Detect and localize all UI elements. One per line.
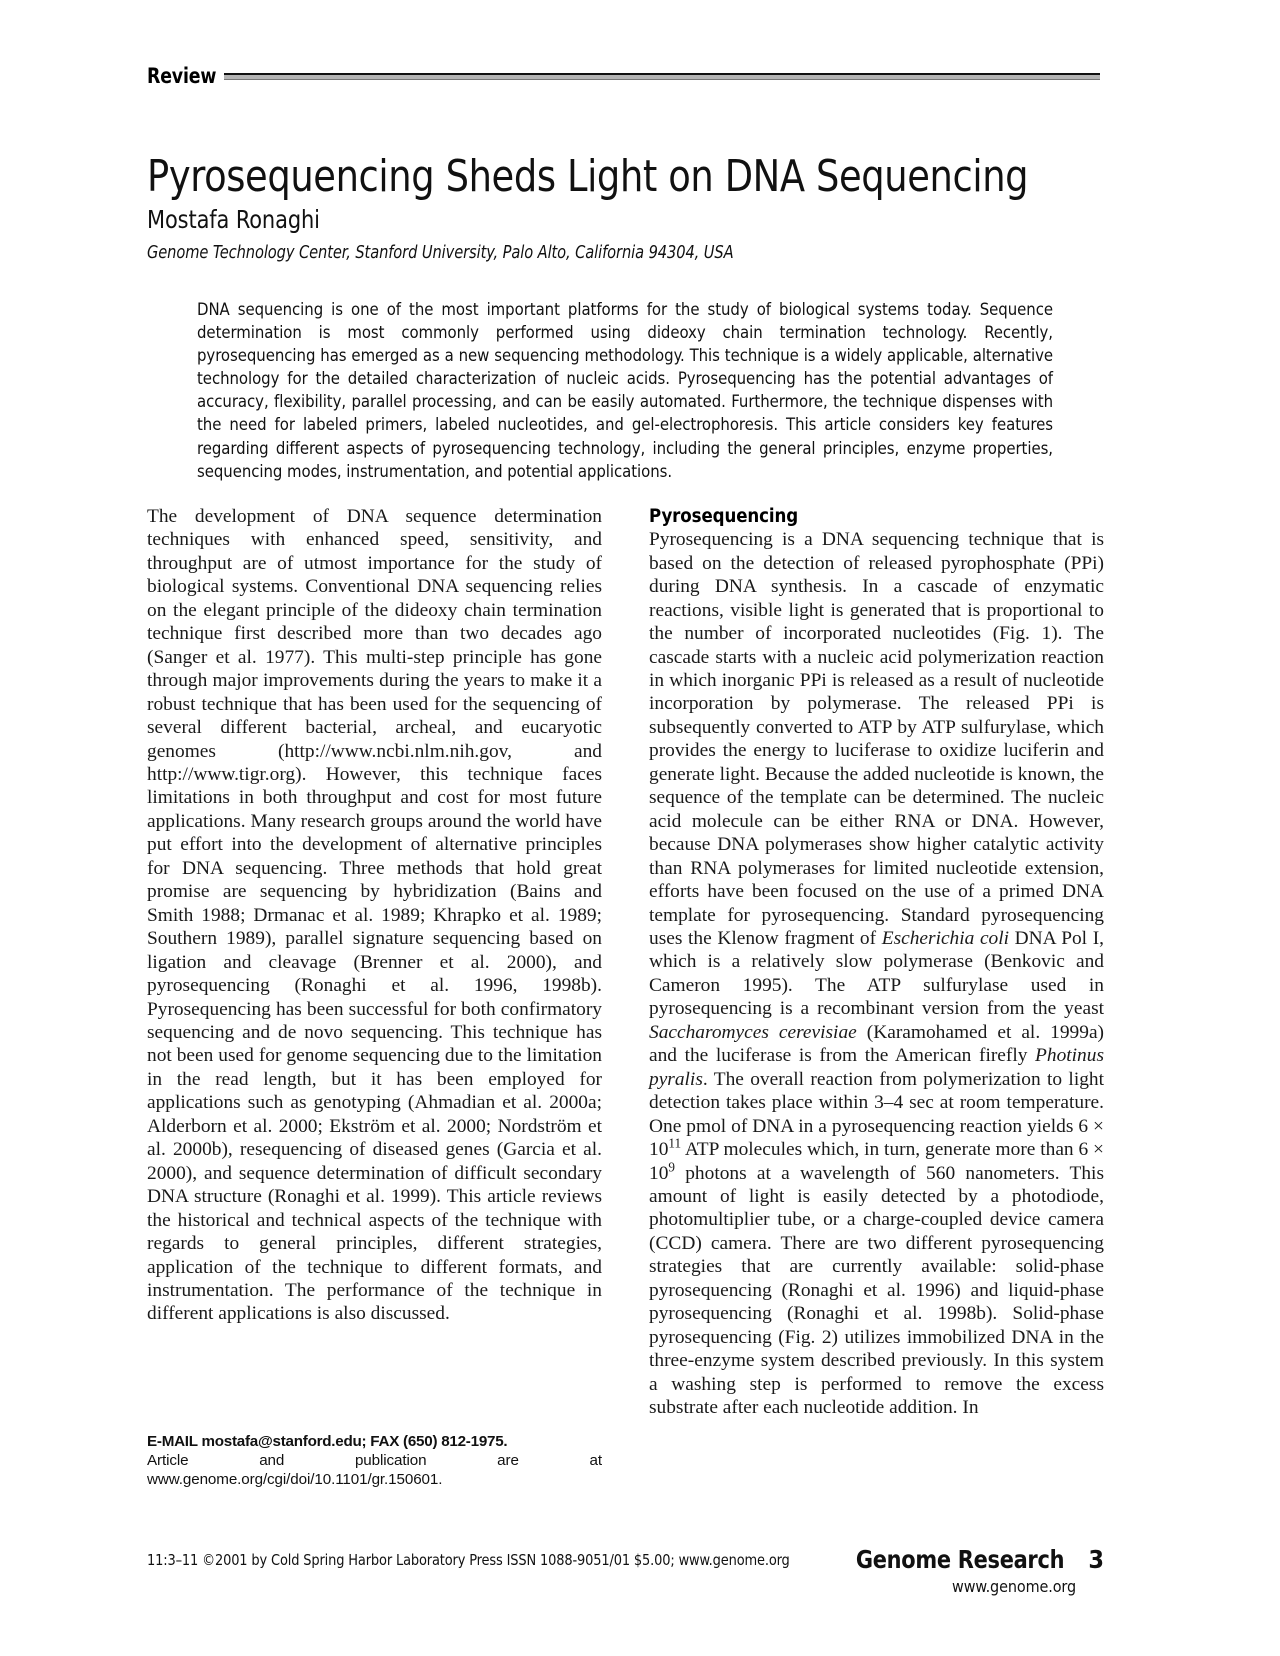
running-head — [147, 66, 1100, 89]
footer-page-number: 3 — [1088, 1545, 1104, 1574]
article-abstract: DNA sequencing is one of the most important platforms for the study of biological systems today. Sequence determination is most commonly performed using dideoxy chain termination technology. Recently, pyrosequencing has emerged as a new sequencing methodology. This technique is a widely applicable, alternative technology for the detailed characterization of nucleic acids. Pyrosequencing has the potential advantages of accuracy, flexibility, parallel processing, and can be easily automated. Furthermore, the technique dispenses with the need for labeled primers, labeled nucleotides, and gel-electrophoresis. This article considers key features regarding different aspects of pyrosequencing technology, including the general principles, enzyme properties, sequencing modes, instrumentation, and potential applications. — [197, 300, 1053, 481]
superscript-exponent: 11 — [668, 1135, 682, 1151]
author-affiliation: Genome Technology Center, Stanford University, Palo Alto, California 94304, USA — [147, 243, 734, 263]
left-column — [147, 505, 602, 1326]
article-title: Pyrosequencing Sheds Light on DNA Sequencing — [147, 151, 1029, 203]
text-run: photons at a wavelength of 560 nanometers. This amount of light is easily detected by a photodiode, photomultiplier tube, or a charge-coupled device camera (CCD) camera. There are two different pyrosequencing strategies that are currently available: solid-phase pyrosequencing (Ronaghi et al. 1996) and liquid-phase pyrosequencing (Ronaghi et al. 1998b). Solid-phase pyrosequencing (Fig. 2) utilizes immobilized DNA in the three-enzyme system described previously. In this system a washing step is performed to remove the excess substrate after each nucleotide addition. In — [649, 1162, 1104, 1419]
italic-species-photinus-pyralis: Photinus pyralis — [649, 1045, 1104, 1090]
right-column-paragraph — [649, 528, 1104, 1419]
left-column-paragraph: The development of DNA sequence determination techniques with enhanced speed, sensitivity, and throughput are of utmost importance for the study of biological systems. Conventional DNA sequencing relies on the elegant principle of the dideoxy chain termination technique first described more than two decades ago (Sanger et al. 1977). This multi-step principle has gone through major improvements during the years to make it a robust technique that has been used for the sequencing of several different bacterial, archeal, and eucaryotic genomes (http://www.ncbi.nlm.nih.gov, and http://www.tigr.org). However, this technique faces limitations in both throughput and cost for most future applications. Many research groups around the world have put effort into the development of alternative principles for DNA sequencing. Three methods that hold great promise are sequencing by hybridization (Bains and Smith 1988; Drmanac et al. 1989; Khrapko et al. 1989; Southern 1989), parallel signature sequencing based on ligation and cleavage (Brenner et al. 2000), and pyrosequencing (Ronaghi et al. 1996, 1998b). Pyrosequencing has been successful for both confirmatory sequencing and de novo sequencing. This technique has not been used for genome sequencing due to the limitation in the read length, but it has been employed for applications such as genotyping (Ahmadian et al. 2000a; Alderborn et al. 2000; Ekström et al. 2000; Nordström et al. 2000b), resequencing of diseased genes (Garcia et al. 2000), and sequence determination of difficult secondary DNA structure (Ronaghi et al. 1999). This article reviews the historical and technical aspects of the technique with regards to general principles, different strategies, application of the technique to different formats, and instrumentation. The performance of the technique in different applications is also discussed. — [147, 506, 602, 1325]
footer-copyright: 11:3–11 ©2001 by Cold Spring Harbor Laboratory Press ISSN 1088-9051/01 $5.00; www.genome.org — [147, 1551, 790, 1569]
footer-journal-line — [848, 1545, 1104, 1574]
footer-journal-block — [848, 1545, 1104, 1596]
section-heading-pyrosequencing: Pyrosequencing — [649, 506, 799, 527]
footnote-block — [147, 1432, 602, 1490]
text-run: DNA Pol I, which is a relatively slow polymerase (Benkovic and Cameron 1995). The ATP sulfurylase used in pyrosequencing is a recombinant version from the yeast — [649, 928, 1104, 1020]
text-run: (Karamohamed et al. 1999a) and the luciferase is from the American firefly — [649, 1021, 1105, 1067]
text-run: Pyrosequencing is a DNA sequencing technique that is based on the detection of released pyrophosphate (PPi) during DNA synthesis. In a cascade of enzymatic reactions, visible light is generated that is proportional to the number of incorporated nucleotides (Fig. 1). The cascade starts with a nucleic acid polymerization reaction in which inorganic PPi is released as a result of nucleotide incorporation by polymerase. The released PPi is subsequently converted to ATP by ATP sulfurylase, which provides the energy to luciferase to oxidize luciferin and generate light. Because the added nucleotide is known, the sequence of the template can be determined. The nucleic acid molecule can be either RNA or DNA. However, because DNA polymerases show higher catalytic activity than RNA polymerases for limited nucleotide extension, efforts have been focused on the use of a primed DNA template for pyrosequencing. Standard pyrosequencing uses the Klenow fragment of — [649, 529, 1104, 949]
right-column — [649, 505, 1104, 1420]
italic-species-saccharomyces-cerevisiae: Saccharomyces cerevisiae — [649, 1021, 857, 1043]
superscript-exponent: 9 — [668, 1159, 675, 1175]
italic-species-escherichia-coli: Escherichia coli — [881, 928, 1010, 949]
running-head-rule — [224, 73, 1100, 80]
page-footer — [147, 1545, 1104, 1611]
body-columns — [147, 505, 1104, 1425]
article-author: Mostafa Ronaghi — [147, 205, 320, 234]
footnote-contact: E-MAIL mostafa@stanford.edu; FAX (650) 812-1975. — [147, 1433, 508, 1450]
footer-journal-name: Genome Research — [856, 1545, 1065, 1574]
text-run: ATP molecules which, in turn, generate more than 6 × 10 — [649, 1139, 1104, 1184]
footnote-publication: Article and publication are at www.genome.org/cgi/doi/10.1101/gr.150601. — [147, 1452, 602, 1489]
text-run: . The overall reaction from polymerization to light detection takes place within 3–4 sec at room temperature. One pmol of DNA in a pyrosequencing reaction yields 6 × 10 — [649, 1068, 1104, 1161]
running-head-label: Review — [147, 64, 217, 88]
footer-journal-url: www.genome.org — [952, 1577, 1076, 1596]
